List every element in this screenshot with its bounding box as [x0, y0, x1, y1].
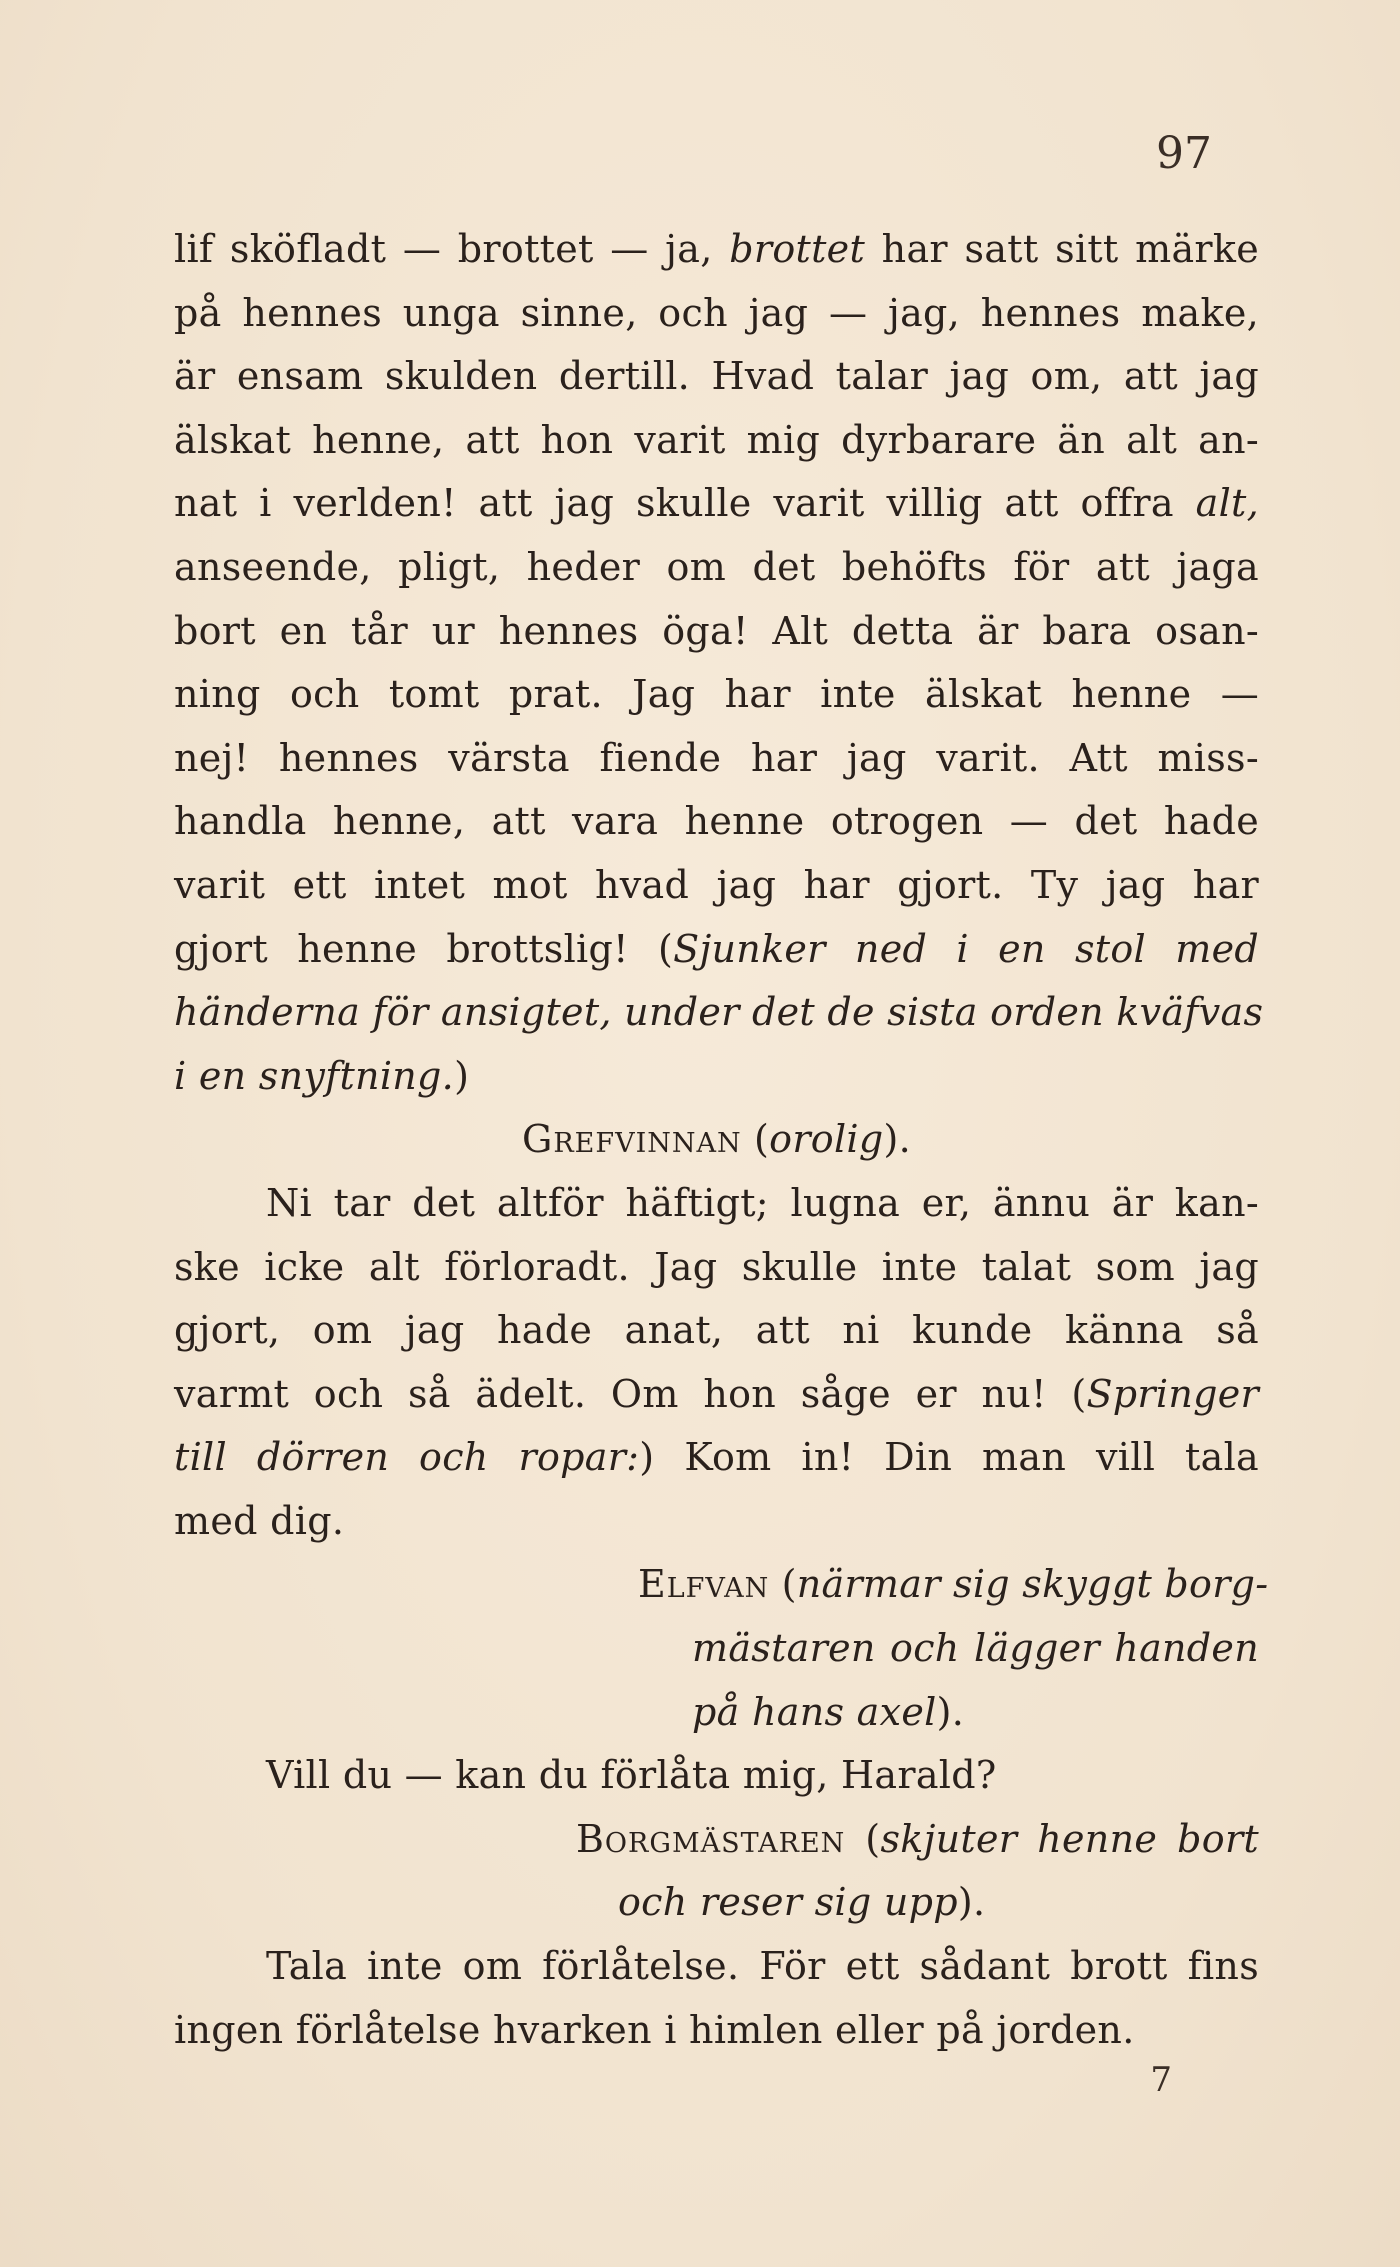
page-number: 97: [1156, 128, 1212, 179]
text-line: bort en tår ur hennes öga! Alt detta är bara osan-: [174, 608, 1259, 653]
text-line: [174, 981, 1264, 1045]
text-span: ).: [936, 1689, 965, 1734]
text-line: Tala inte om förlåtelse. För ett sådant brott fins: [266, 1944, 1259, 1989]
signature-mark: 7: [1150, 2060, 1172, 2100]
text-line: ning och tomt prat. Jag har inte älskat henne —: [174, 672, 1259, 717]
text-span: (: [845, 1816, 881, 1861]
stage-direction: närmar sig skyggt borg-: [796, 1562, 1269, 1607]
stage-direction: Sjunker ned i en stol med: [673, 926, 1259, 971]
text-line: [174, 1363, 1259, 1427]
text-span: (: [769, 1562, 797, 1607]
text-span: ) Kom in! Din man vill tala: [639, 1435, 1259, 1480]
text-span: ).: [883, 1117, 912, 1162]
text-span: ).: [957, 1880, 986, 1925]
text-span: gjort henne brottslig! (: [174, 926, 674, 971]
text-line: varit ett intet mot hvad jag har gjort. Ty jag har: [174, 862, 1259, 907]
text-line: ske icke alt förloradt. Jag skulle inte talat som jag: [174, 1244, 1259, 1289]
text-span: ): [454, 1053, 470, 1098]
text-span: nat i verlden! att jag skulle varit villig att offra: [174, 481, 1196, 526]
stage-direction: mästaren och lägger handen: [692, 1626, 1259, 1671]
stage-direction: på hans axel: [692, 1689, 937, 1734]
text-line: på hennes unga sinne, och jag — jag, hennes make,: [174, 290, 1259, 335]
text-line: Ni tar det altför häftigt; lugna er, ännu är kan-: [266, 1180, 1259, 1225]
stage-direction: händerna för ansigtet, under det de sista orden kväfvas: [174, 990, 1264, 1035]
speaker-heading: [174, 1808, 1259, 1872]
stage-direction: orolig: [769, 1117, 884, 1162]
text-line: [174, 1426, 1259, 1490]
text-line: är ensam skulden dertill. Hvad talar jag om, att jag: [174, 354, 1259, 399]
speaker-name: Grefvinnan: [521, 1117, 742, 1162]
stage-direction: skjuter henne bort: [880, 1816, 1259, 1861]
text-line: Vill du — kan du förlåta mig, Harald?: [266, 1753, 997, 1798]
stage-direction: Springer: [1086, 1371, 1259, 1416]
text-line: handla henne, att vara henne otrogen — det hade: [174, 799, 1259, 844]
speaker-heading-cont: [174, 1681, 1259, 1745]
text-line: [174, 918, 1259, 982]
stage-direction: till dörren och ropar:: [174, 1435, 640, 1480]
italic-span: brottet: [729, 227, 866, 271]
speaker-name: Borgmästaren: [576, 1816, 846, 1861]
speaker-heading-cont: [174, 1617, 1259, 1681]
stage-direction: och reser sig upp: [618, 1880, 958, 1925]
speaker-name: Elfvan: [638, 1562, 770, 1607]
italic-span: alt,: [1195, 481, 1259, 526]
text-line: med dig.: [174, 1498, 345, 1543]
stage-direction: i en snyftning.: [174, 1053, 455, 1098]
text-line: ingen förlåtelse hvarken i himlen eller på jorden.: [174, 2007, 1135, 2052]
speaker-heading: [174, 1553, 1269, 1617]
text-line: [174, 472, 1259, 536]
text-line: älskat henne, att hon varit mig dyrbarare än alt an-: [174, 417, 1259, 462]
text-line: gjort, om jag hade anat, att ni kunde känna så: [174, 1308, 1259, 1353]
text-line: nej! hennes värsta fiende har jag varit. Att miss-: [174, 735, 1259, 780]
page-text: [174, 218, 1269, 2062]
speaker-heading-cont: [174, 1871, 1259, 1935]
text-line: anseende, pligt, heder om det behöfts för att jaga: [174, 544, 1259, 589]
speaker-heading: [174, 1108, 1259, 1172]
text-line: [174, 1045, 1259, 1109]
text-line: [174, 218, 1259, 282]
text-span: har satt sitt märke: [865, 227, 1259, 271]
text-span: varmt och så ädelt. Om hon såge er nu! (: [174, 1371, 1087, 1416]
text-span: lif sköfladt — brottet — ja,: [174, 227, 730, 271]
text-span: (: [741, 1117, 770, 1162]
